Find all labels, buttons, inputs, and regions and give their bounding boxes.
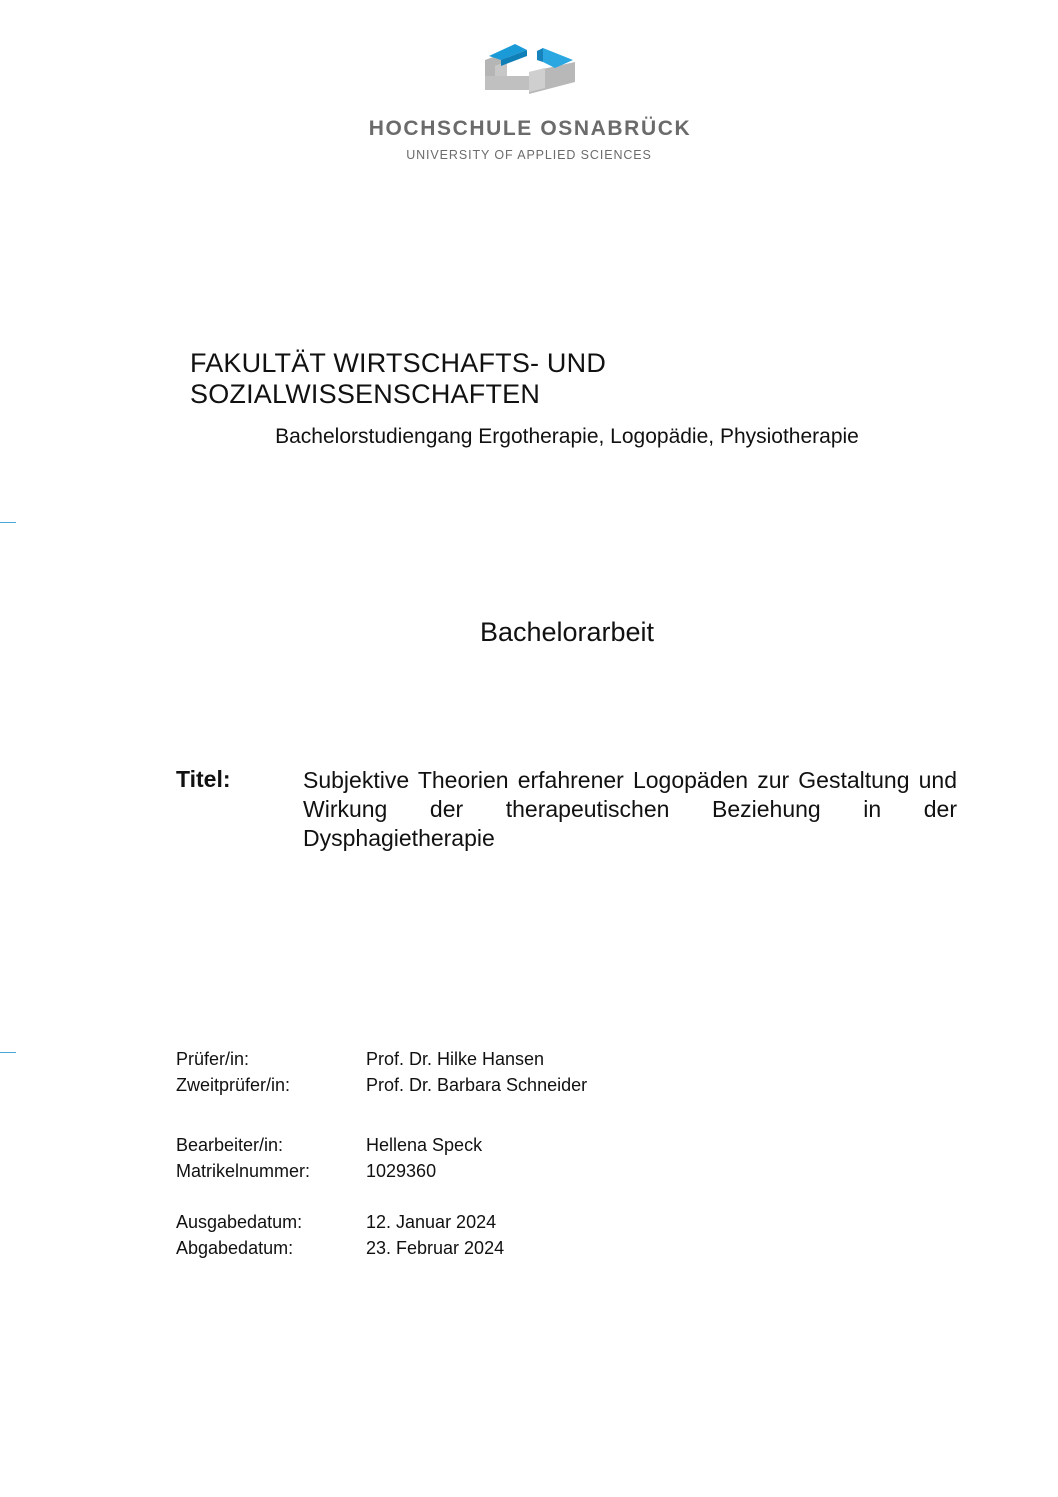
meta-value: Prof. Dr. Barbara Schneider: [366, 1074, 588, 1095]
thesis-title: Subjektive Theorien erfahrener Logopäden zur Gestaltung und Wirkung der therapeutischen Beziehung in der Dysphagietherapie: [303, 767, 957, 851]
meta-label: Matrikelnummer:: [176, 1160, 311, 1181]
title-label: Titel:: [176, 766, 231, 792]
author-block: [176, 1133, 482, 1184]
dates-block: [176, 1210, 504, 1261]
meta-label: Ausgabedatum:: [176, 1212, 303, 1232]
meta-row-submission-date: [176, 1236, 504, 1262]
meta-value: 23. Februar 2024: [366, 1237, 505, 1258]
university-subtitle: UNIVERSITY OF APPLIED SCIENCES: [406, 148, 652, 162]
meta-row-matriculation: [176, 1159, 482, 1185]
meta-value: Prof. Dr. Hilke Hansen: [366, 1049, 545, 1069]
meta-label: Abgabedatum:: [176, 1237, 294, 1258]
examiners-block: [176, 1047, 587, 1098]
university-logo-icon: [485, 42, 575, 96]
meta-value: 12. Januar 2024: [366, 1212, 497, 1232]
meta-value: Hellena Speck: [366, 1135, 483, 1155]
fold-mark-bottom: [0, 1052, 16, 1053]
university-name: HOCHSCHULE OSNABRÜCK: [368, 117, 692, 140]
thesis-type: Bachelorarbeit: [479, 617, 655, 647]
meta-label: Zweitprüfer/in:: [176, 1074, 291, 1095]
program-name: Bachelorstudiengang Ergotherapie, Logopädie, Physiotherapie: [275, 425, 859, 448]
meta-row-second-examiner: [176, 1073, 587, 1099]
meta-label: Bearbeiter/in:: [176, 1135, 284, 1155]
meta-row-examiner: [176, 1047, 587, 1073]
fold-mark-top: [0, 522, 16, 523]
meta-row-issue-date: [176, 1210, 504, 1236]
faculty-title: [190, 348, 950, 410]
meta-row-author: [176, 1133, 482, 1159]
meta-label: Prüfer/in:: [176, 1049, 250, 1069]
faculty-title-text: FAKULTÄT WIRTSCHAFTS- UND SOZIALWISSENSCHAFTEN: [190, 348, 607, 409]
meta-value: 1029360: [366, 1160, 437, 1181]
